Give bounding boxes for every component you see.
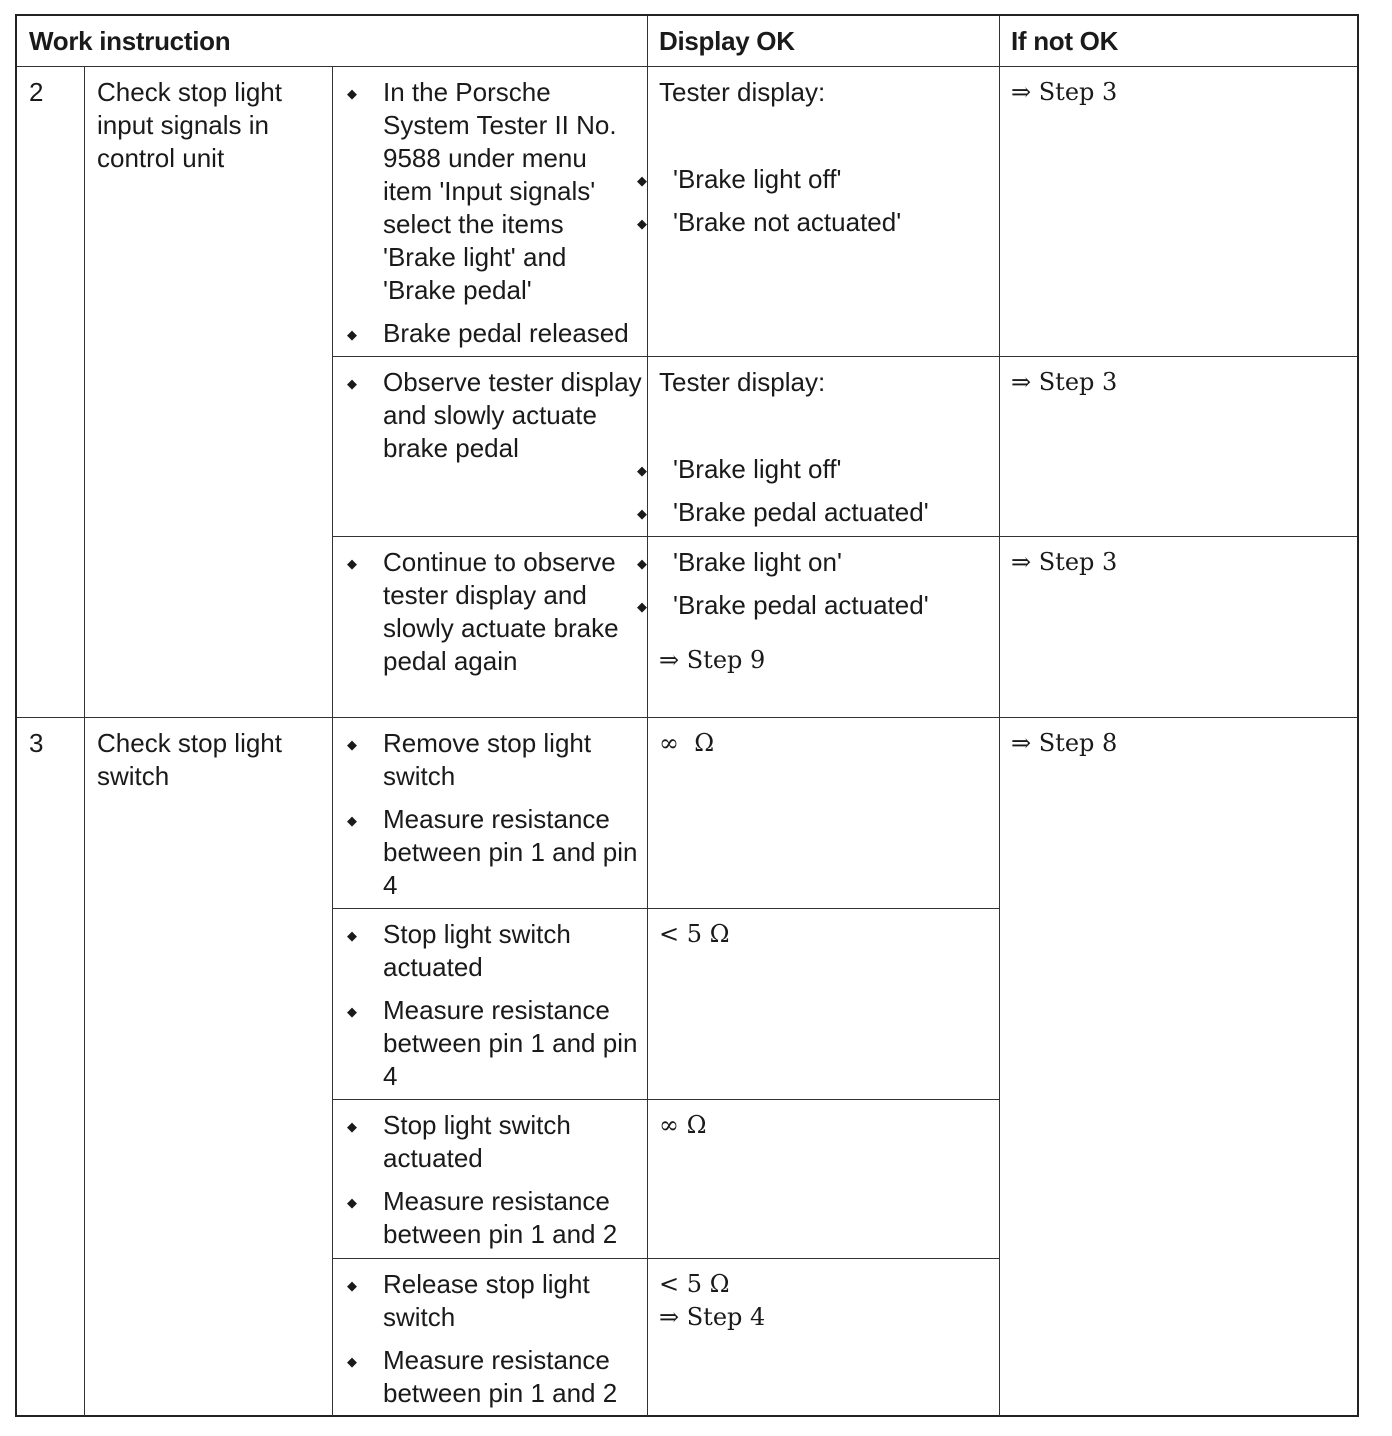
- work-instruction-table: [15, 14, 1359, 1417]
- action-item: ◆ Measure resistance between pin 1 and pin 4: [333, 803, 643, 902]
- header-work-instruction: Work instruction: [29, 26, 231, 56]
- header-divider: [17, 66, 1357, 67]
- actions-cell: [333, 918, 643, 1103]
- step-divider: [17, 717, 1357, 718]
- actions-cell: [333, 1268, 643, 1420]
- if-not-ok-value: ⇒ Step 8: [1011, 729, 1118, 757]
- display-cell: [659, 366, 989, 539]
- action-item: ◆ Measure resistance between pin 1 and pin 4: [333, 994, 643, 1093]
- action-item: ◆ Release stop light switch: [333, 1268, 643, 1334]
- action-item: ◆ In the Porsche System Tester II No. 9588 under menu item 'Input signals' select the items 'Brake light' and 'Brake pedal': [333, 76, 643, 307]
- display-next-step: ⇒ Step 9: [659, 646, 766, 674]
- display-item: ◆ 'Brake light off': [623, 453, 989, 486]
- action-item: ◆ Stop light switch actuated: [333, 1109, 643, 1175]
- actions-cell: [333, 727, 643, 912]
- header-display-ok: Display OK: [659, 26, 795, 56]
- display-cell: [659, 1268, 765, 1334]
- display-value: ∞ Ω: [659, 729, 715, 757]
- action-item: ◆ Brake pedal released: [333, 317, 643, 350]
- step-title: Check stop light switch: [97, 728, 282, 791]
- step-title: Check stop light input signals in control unit: [97, 77, 282, 173]
- action-item: ◆ Remove stop light switch: [333, 727, 643, 793]
- display-cell: [659, 76, 989, 249]
- display-item: ◆ 'Brake not actuated': [623, 206, 989, 239]
- action-item: ◆ Continue to observe tester display and slowly actuate brake pedal again: [333, 546, 643, 678]
- display-cell: [659, 546, 989, 677]
- column-divider-number: [84, 66, 85, 1416]
- header-if-not-ok: If not OK: [1011, 26, 1119, 56]
- if-not-ok-value: ⇒ Step 3: [1011, 78, 1118, 106]
- display-item: ◆ 'Brake light on': [623, 546, 989, 579]
- action-item: ◆ Measure resistance between pin 1 and 2: [333, 1344, 643, 1410]
- actions-cell: [333, 76, 643, 360]
- step-number: 3: [29, 728, 44, 758]
- display-item: ◆ 'Brake light off': [623, 163, 989, 196]
- display-value: < 5 Ω: [659, 1270, 730, 1298]
- display-item: ◆ 'Brake pedal actuated': [623, 496, 989, 529]
- actions-cell: [333, 546, 643, 688]
- column-divider-ifnot: [999, 16, 1000, 1416]
- display-intro: Tester display:: [659, 367, 826, 397]
- actions-cell: [333, 1109, 643, 1261]
- display-intro: Tester display:: [659, 77, 826, 107]
- action-item: ◆ Observe tester display and slowly actuate brake pedal: [333, 366, 643, 465]
- step-number: 2: [29, 77, 44, 107]
- display-value: < 5 Ω: [659, 920, 730, 948]
- display-next-step: ⇒ Step 4: [659, 1303, 766, 1331]
- action-item: ◆ Stop light switch actuated: [333, 918, 643, 984]
- action-item: ◆ Measure resistance between pin 1 and 2: [333, 1185, 643, 1251]
- display-item: ◆ 'Brake pedal actuated': [623, 589, 989, 622]
- actions-cell: [333, 366, 643, 475]
- if-not-ok-value: ⇒ Step 3: [1011, 368, 1118, 396]
- display-value: ∞ Ω: [659, 1111, 707, 1139]
- if-not-ok-value: ⇒ Step 3: [1011, 548, 1118, 576]
